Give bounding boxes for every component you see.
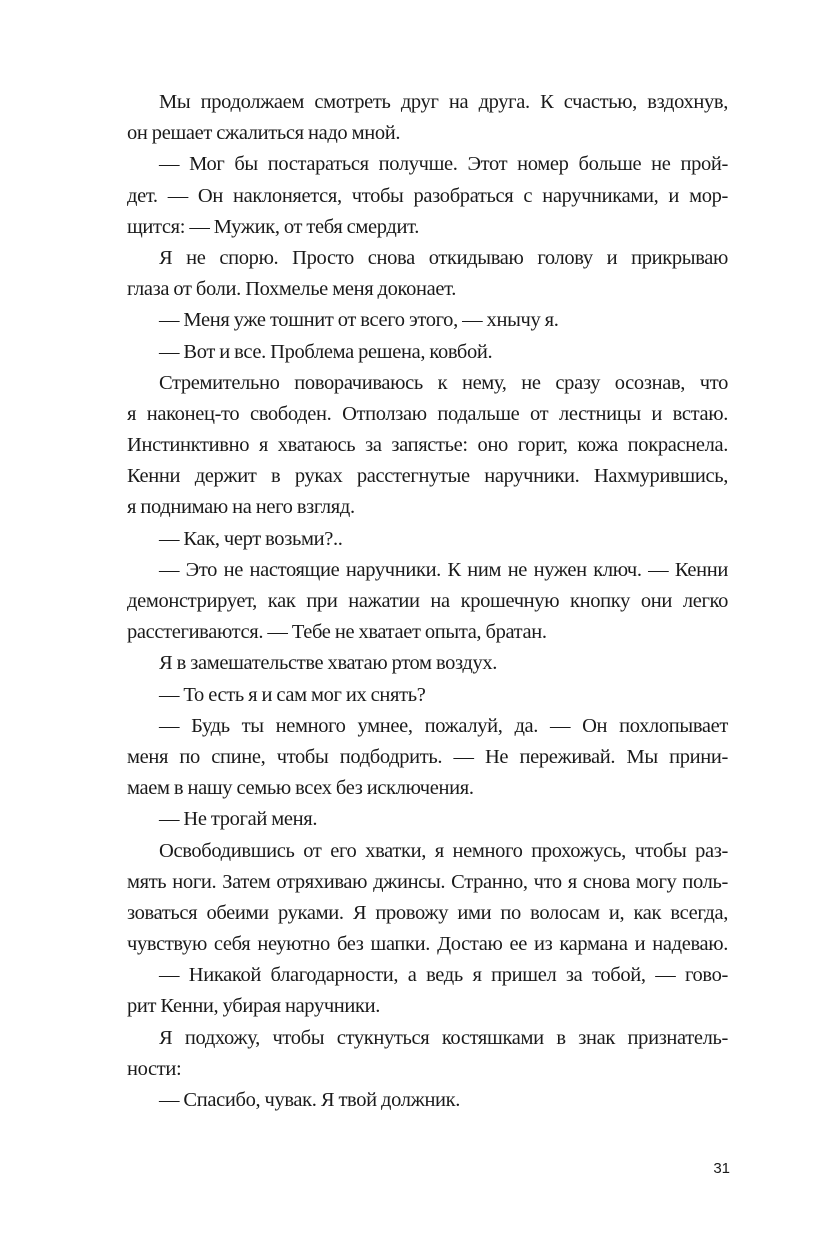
text-line: демонстрирует, как при нажатии на крошечную кнопку они легко (127, 590, 728, 612)
text-line: щится: — Мужик, от тебя смердит. (127, 215, 419, 238)
text-line: Освободившись от его хватки, я немного прохожусь, чтобы раз- (159, 839, 728, 862)
text-line: — Это не настоящие наручники. К ним не нужен ключ. — Кенни (159, 558, 728, 581)
text-line: — Спасибо, чувак. Я твой должник. (159, 1089, 461, 1111)
text-line: зоваться обеими руками. Я провожу ими по волосам и, как всегда, (127, 901, 728, 924)
text-line: — Не трогай меня. (159, 808, 318, 831)
text-line: я поднимаю на него взгляд. (127, 496, 355, 519)
text-line: Стремительно поворачиваюсь к нему, не сразу осознав, что (159, 371, 728, 394)
text-line: расстегиваются. — Тебе не хватает опыта, братан. (127, 621, 547, 644)
text-line: маем в нашу семью всех без исключения. (127, 777, 474, 800)
body-text (127, 87, 728, 1116)
text-line: — Вот и все. Проблема решена, ковбой. (159, 340, 493, 363)
text-line: я наконец-то свободен. Отползаю подальше от лестницы и встаю. (127, 402, 728, 425)
text-line: дет. — Он наклоняется, чтобы разобраться с наручниками, и мор- (127, 184, 728, 207)
text-line: Я не спорю. Просто снова откидываю голову и прикрываю (159, 246, 728, 269)
text-line: ности: (127, 1057, 182, 1080)
text-line: он решает сжалиться надо мной. (127, 122, 401, 145)
text-line: — То есть я и сам мог их снять? (159, 683, 426, 706)
page-number: 31 (713, 1160, 730, 1177)
text-line: — Никакой благодарности, а ведь я пришел за тобой, — гово- (159, 964, 728, 987)
text-line: рит Кенни, убирая наручники. (127, 995, 381, 1018)
text-line: глаза от боли. Похмелье меня доконает. (127, 278, 456, 301)
text-line: Я подхожу, чтобы стукнуться костяшками в знак признатель- (159, 1026, 728, 1049)
text-line: мять ноги. Затем отряхиваю джинсы. Странно, что я снова могу поль- (127, 870, 728, 893)
text-line: Я в замешательстве хватаю ртом воздух. (159, 652, 498, 675)
text-line: — Меня уже тошнит от всего этого, — хнычу я. (159, 309, 559, 332)
text-line: меня по спине, чтобы подбодрить. — Не переживай. Мы прини- (127, 745, 728, 768)
text-line: Кенни держит в руках расстегнутые наручники. Нахмурившись, (127, 465, 728, 488)
text-line: — Будь ты немного умнее, пожалуй, да. — Он похлопывает (159, 714, 728, 737)
text-line: Мы продолжаем смотреть друг на друга. К счастью, вздохнув, (159, 91, 728, 113)
text-line: — Мог бы постараться получше. Этот номер больше не прой- (159, 153, 728, 176)
text-line: чувствую себя неуютно без шапки. Достаю ее из кармана и надеваю. (127, 933, 728, 956)
text-line: Инстинктивно я хватаюсь за запястье: оно горит, кожа покраснела. (127, 434, 728, 457)
text-line: — Как, черт возьми?.. (159, 527, 343, 550)
